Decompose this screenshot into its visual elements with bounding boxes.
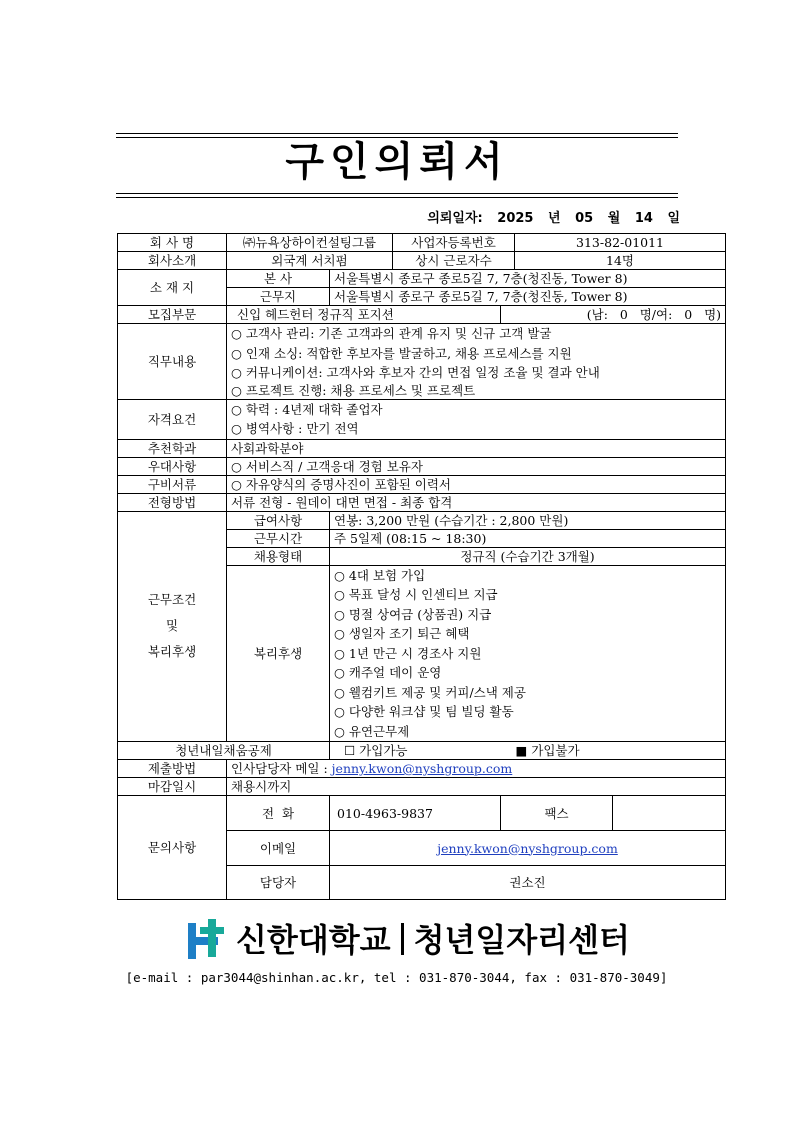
major: 사회과학분야 [227,439,726,457]
work-address: 서울특별시 종로구 종로5길 7, 7층(청진동, Tower 8) [330,288,726,306]
welfare-item: ○ 다양한 워크샵 및 팀 빌딩 활동 [334,704,514,719]
salary: 연봉: 3,200 만원 (수습기간 : 2,800 만원) [330,511,726,529]
shinhan-emblem-icon [184,917,228,961]
regno: 313-82-01011 [515,234,726,252]
bottom-rule-2 [116,197,678,198]
contact-email-link[interactable]: jenny.kwon@nyshgroup.com [437,840,618,856]
contact-email-cell [330,831,726,866]
day-unit: 일 [667,211,680,226]
request-year: 2025 [497,211,534,226]
youth-label: 청년내일채움공제 [118,742,330,760]
pref: ○ 서비스직 / 고객응대 경험 보유자 [227,457,726,475]
address-label: 소 재 지 [118,270,227,306]
request-date-label: 의뢰일자: [427,211,483,226]
type-label: 채용형태 [227,547,330,565]
company-name-label: 회 사 명 [118,234,227,252]
person: 권소진 [330,866,726,900]
welfare-item: ○ 웰컴키트 제공 및 커피/스낵 제공 [334,684,526,700]
deadline-label: 마감일시 [118,778,227,796]
welfare-item: ○ 목표 달성 시 인센티브 지급 [334,587,498,602]
request-date [427,207,680,226]
conditions-label [118,511,227,742]
hq-address: 서울특별시 종로구 종로5길 7, 7층(청진동, Tower 8) [330,270,726,288]
request-day: 14 [634,211,653,226]
regno-label: 사업자등록번호 [393,234,515,252]
duty-list [227,324,726,400]
welfare-item: ○ 1년 만근 시 경조사 지원 [334,645,482,661]
youth-option-no: ■ 가입불가 [515,743,580,758]
employees: 14명 [515,252,726,270]
youth-option-yes: ☐ 가입가능 [344,743,408,758]
dept-label: 모집부문 [118,306,227,324]
contact-label: 문의사항 [118,796,227,900]
recruit-form-table [117,233,726,900]
dept: 신입 헤드헌터 정규직 포지션 [227,306,501,324]
logo-text [236,918,630,962]
req-item: ○ 병역사항 : 만기 전역 [231,421,359,436]
welfare-item: ○ 유연근무제 [334,723,410,739]
phone: 010-4963-9837 [330,796,501,831]
deadline: 채용시까지 [227,778,726,796]
salary-label: 급여사항 [227,511,330,529]
conditions-label-1: 근무조건 [147,592,197,608]
center-name: 청년일자리센터 [413,921,630,959]
request-month: 05 [575,211,594,226]
phone-label: 전 화 [227,796,330,831]
duty-item: ○ 커뮤니케이션: 고객사와 후보자 간의 면접 일정 조율 및 결과 안내 [231,365,600,380]
employment-type: 정규직 (수습기간 3개월) [330,547,726,565]
process-label: 전형방법 [118,493,227,511]
duty-item: ○ 고객사 관리: 기존 고객과의 관계 유지 및 신규 고객 발굴 [231,326,552,341]
welfare-item: ○ 4대 보험 가입 [334,567,426,583]
submit-prefix: 인사담당자 메일 : [231,761,332,776]
welfare-list [330,565,726,742]
company-name: ㈜뉴욕상하이컨설팅그룹 [227,234,393,252]
submit-method [227,760,726,778]
welfare-item: ○ 캐주얼 데이 운영 [334,665,442,680]
hours-label: 근무시간 [227,529,330,547]
docs: ○ 자유양식의 증명사진이 포함된 이력서 [227,475,726,493]
employees-label: 상시 근로자수 [393,252,515,270]
req-label: 자격요건 [118,399,227,439]
docs-label: 구비서류 [118,475,227,493]
submit-label: 제출방법 [118,760,227,778]
welfare-item: ○ 명절 상여금 (상품권) 지급 [334,606,492,622]
major-label: 추천학과 [118,439,227,457]
logo-divider [401,923,404,955]
conditions-label-3: 복리후생 [147,644,197,660]
submit-email-link[interactable]: jenny.kwon@nyshgroup.com [331,761,513,776]
fax-label: 팩스 [501,796,613,831]
email-label: 이메일 [227,831,330,866]
req-item: ○ 학력 : 4년제 대학 졸업자 [231,401,383,417]
year-unit: 년 [548,211,561,226]
person-label: 담당자 [227,866,330,900]
youth-options [330,742,726,760]
hours: 주 5일제 (08:15 ~ 18:30) [330,529,726,547]
intro-label: 회사소개 [118,252,227,270]
page-title: 구인의뢰서 [285,139,509,185]
headcount: (남: 0 명/여: 0 명) [501,306,726,324]
university-name: 신한대학교 [236,921,391,959]
conditions-label-2: 및 [165,618,179,634]
duty-item: ○ 프로젝트 진행: 채용 프로세스 및 프로젝트 [231,382,476,398]
fax [613,796,726,831]
bottom-rule [116,193,678,194]
footer-contact: [e-mail : par3044@shinhan.ac.kr, tel : 031-870-3044, fax : 031-870-3049] [125,970,668,985]
welfare-item: ○ 생일자 조기 퇴근 혜택 [334,626,470,641]
welfare-label: 복리후생 [227,565,330,742]
university-logo [184,915,630,965]
pref-label: 우대사항 [118,457,227,475]
month-unit: 월 [607,211,621,226]
top-rule [116,133,678,134]
company-intro: 외국계 서치펌 [227,252,393,270]
duty-item: ○ 인재 소싱: 적합한 후보자를 발굴하고, 채용 프로세스를 지원 [231,345,572,361]
duty-label: 직무내용 [118,324,227,400]
work-label: 근무지 [227,288,330,306]
top-rule-2 [116,137,678,138]
hq-label: 본 사 [227,270,330,288]
req-list [227,399,726,439]
process: 서류 전형 - 원데이 대면 면접 - 최종 합격 [227,493,726,511]
